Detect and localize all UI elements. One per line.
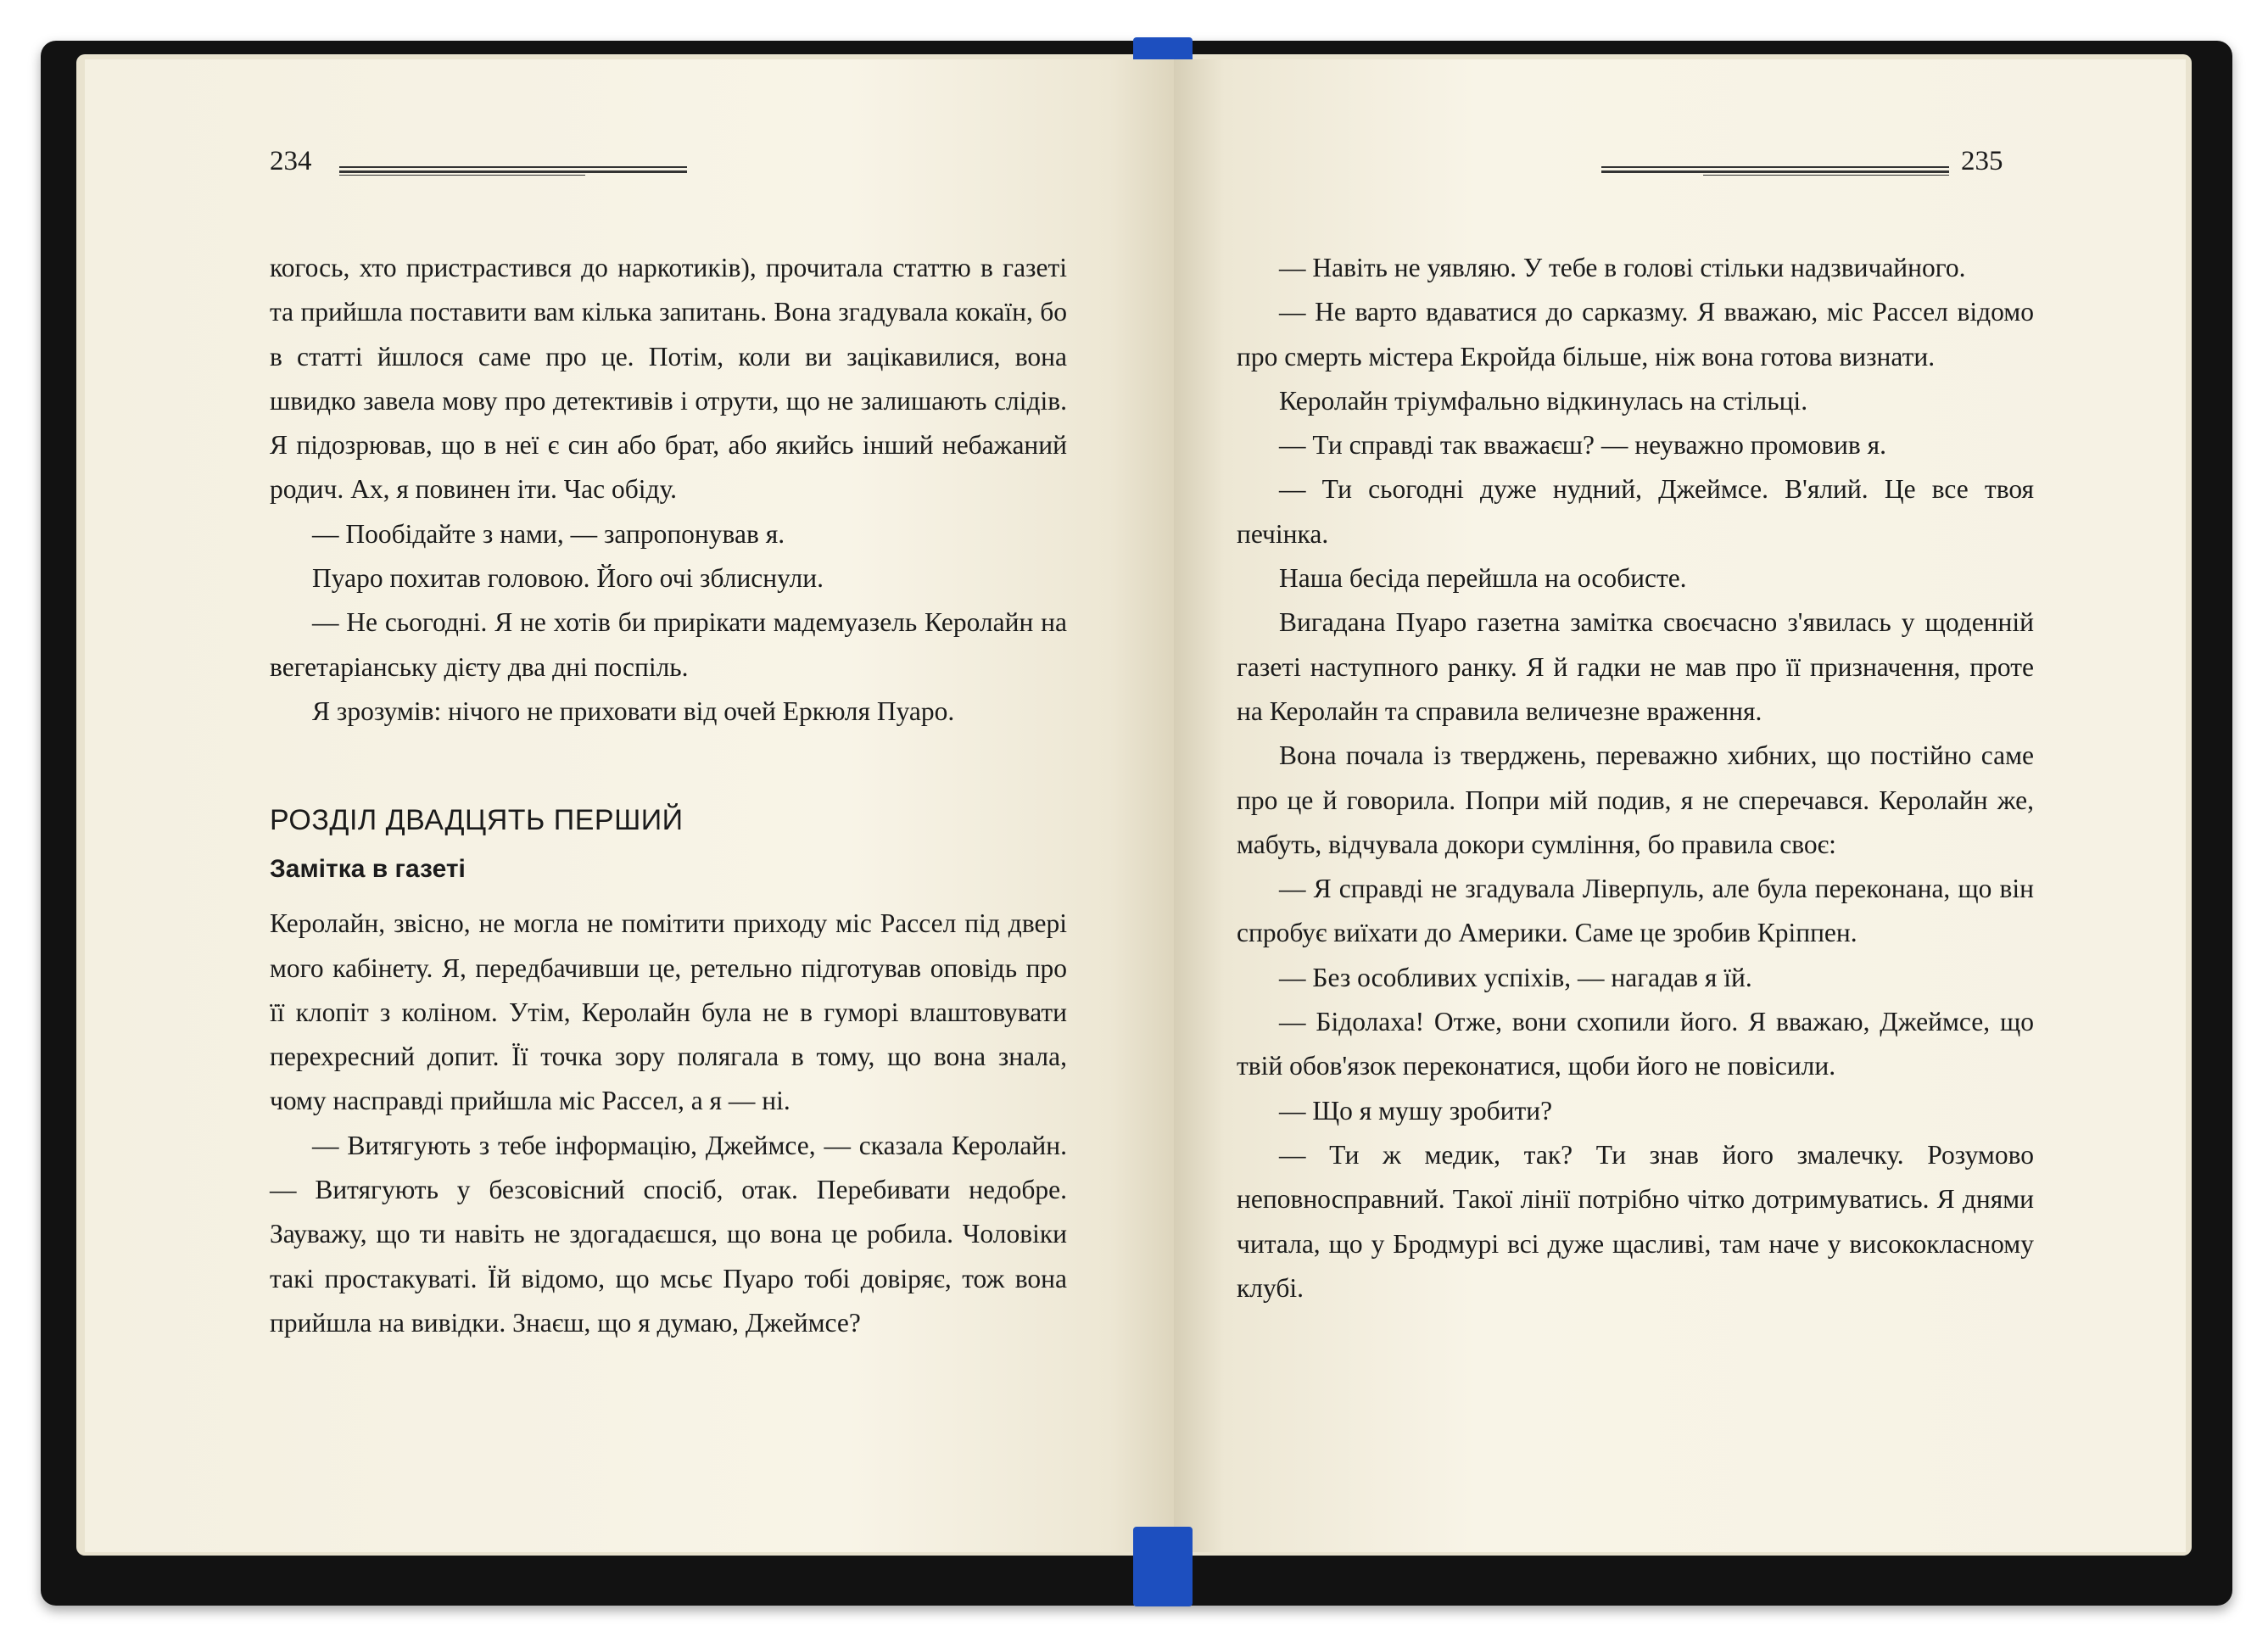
right-page-text	[1237, 246, 2034, 1310]
paragraph: — Ти ж медик, так? Ти знав його змалечку. Розумово неповносправний. Такої лінії потрібно чітко дотримуватись. Я днями читала, що у Бродмурі всі дуже щасливі, там наче у висококласному клубі.	[1237, 1139, 2034, 1303]
right-header-rule	[1601, 166, 1949, 175]
paragraph: — Витягують з тебе інформацію, Джеймсе, — сказала Керолайн. — Витягують у безсовісний спосіб, отак. Перебивати недобре. Зауважу, що ти навіть не здогадаєшся, що вона це робила. Чоловіки такі простакуваті. Їй відомо, що мсьє Пуаро тобі довіряє, тож вона прийшла на вивідки. Знаєш, що я думаю, Джеймсе?	[270, 1130, 1067, 1338]
paragraph: — Ти сьогодні дуже нудний, Джеймсе. В'ялий. Це все твоя печінка.	[1237, 474, 2034, 549]
paragraph: когось, хто пристрастився до наркотиків), прочитала статтю в газеті та прийшла поставити вам кілька запитань. Вона згадувала кокаїн, бо в статті йшлося саме про це. Потім, коли ви зацікавилися, вона швидко завела мову про детективів і отрути, що не залишають слідів. Я підозрював, що в неї є син або брат, або якийсь інший небажаний родич. Ах, я повинен іти. Час обіду.	[270, 253, 1067, 505]
left-page-text	[270, 246, 1067, 1345]
bookmark-ribbon-bottom	[1133, 1527, 1193, 1606]
paragraph: — Без особливих успіхів, — нагадав я їй.	[1279, 962, 1752, 992]
chapter-title: РОЗДІЛ ДВАДЦЯТЬ ПЕРШИЙ	[270, 804, 684, 837]
paragraph: Я зрозумів: нічого не приховати від очей Еркюля Пуаро.	[312, 696, 955, 726]
paragraph: Пуаро похитав головою. Його очі зблиснули.	[312, 563, 824, 594]
paragraph: — Не сьогодні. Я не хотів би прирікати мадемуазель Керолайн на вегетаріанську дієту два дні поспіль.	[270, 607, 1067, 682]
paragraph: — Пообідайте з нами, — запропонував я.	[312, 518, 785, 549]
right-page-number: 235	[1961, 146, 2003, 176]
paragraph: — Бідолаха! Отже, вони схопили його. Я вважаю, Джеймсе, що твій обов'язок переконатися, щоби його не повісили.	[1237, 1007, 2034, 1081]
chapter-subtitle: Замітка в газеті	[270, 855, 466, 884]
paragraph: Керолайн, звісно, не могла не помітити приходу міс Рассел під двері мого кабінету. Я, передбачивши це, ретельно підготував оповідь про її клопіт з коліном. Утім, Керолайн була не в гуморі влаштовувати перехресний допит. Її точка зору полягала в тому, що вона знала, чому насправді прийшла міс Рассел, а я — ні.	[270, 908, 1067, 1116]
paragraph: — Не варто вдаватися до сарказму. Я вважаю, міс Рассел відомо про смерть містера Екройда більше, ніж вона готова визнати.	[1237, 297, 2034, 371]
left-page-number: 234	[270, 146, 312, 176]
paragraph: Керолайн тріумфально відкинулась на стільці.	[1279, 385, 1808, 416]
paragraph: — Ти справді так вважаєш? — неуважно промовив я.	[1279, 430, 1887, 461]
paragraph: Вона почала із тверджень, переважно хибних, що постійно саме про це й говорила. Попри мій подив, я не сперечався. Керолайн же, мабуть, відчувала докори сумління, бо правила своє:	[1237, 740, 2034, 859]
paragraph: — Навіть не уявляю. У тебе в голові стільки надзвичайного.	[1279, 253, 1966, 282]
left-header-rule	[339, 166, 687, 175]
paragraph: — Що я мушу зробити?	[1279, 1095, 1553, 1126]
paragraph: Наша бесіда перейшла на особисте.	[1279, 563, 1687, 594]
paragraph: Вигадана Пуаро газетна замітка своєчасно з'явилась у щоденній газеті наступного ранку. Я й гадки не мав про її призначення, проте на Керолайн та справила величезне враження.	[1237, 607, 2034, 726]
paragraph: — Я справді не згадувала Ліверпуль, але була переконана, що він спробує виїхати до Америки. Саме це зробив Кріппен.	[1237, 874, 2034, 948]
